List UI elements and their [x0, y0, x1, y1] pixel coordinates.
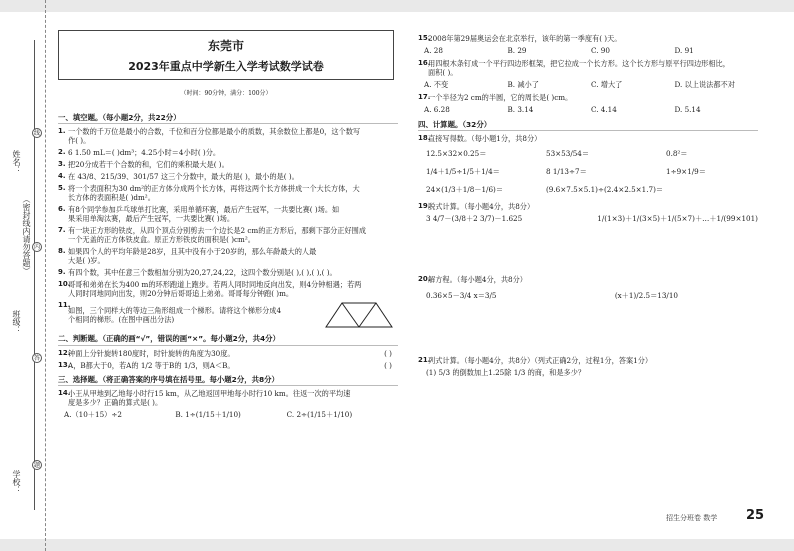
- q-number: 11.: [58, 301, 71, 310]
- option[interactable]: A. 不变: [424, 80, 449, 89]
- calc-item: 0.8²＝: [666, 149, 688, 159]
- q21-part-1: (1) 5/3 的倒数加上1.25除 1/3 的商，和是多少？: [426, 368, 586, 378]
- option[interactable]: D. 5.14: [674, 105, 701, 114]
- q-number: 14.: [58, 388, 71, 397]
- q-number: 17.: [418, 93, 431, 101]
- q-number: 20.: [418, 275, 431, 284]
- seal-note: （密封线内请勿答题）: [22, 195, 31, 275]
- calc-item: (9.6×7.5×5.1)÷(2.4×2.5×1.7)＝: [546, 185, 664, 195]
- option[interactable]: C. 90: [591, 46, 610, 55]
- section-true-false: 二、判断题。（正确的画“√”，错误的画“×”。每小题2分，共4分）: [58, 332, 398, 345]
- triangle-edge: [342, 303, 359, 327]
- question-1: 1. 一个数的千万位是最小的合数，千位和百分位都是最小的质数，其余数位上都是0，这个数写 作( )。: [58, 127, 361, 146]
- question-21: 21. 列式计算。（每小题4分，共8分）（列式正确2分，过程1分，答案1分）: [418, 356, 653, 366]
- q-number: 21.: [418, 356, 431, 365]
- question-18: 18. 直接写得数。（每小题1分，共8分）: [418, 134, 542, 144]
- question-7: 7. 有一块正方形的铁皮，从四个顶点分别剪去一个边长是2 cm的正方形后，那剩下部分正好围成 一个无盖的正方体铁皮盒。原正方形铁皮的面积是( )cm²。: [58, 226, 367, 245]
- section-calculation: 四、计算题。（32分）: [418, 118, 758, 131]
- seal-mark: 题: [33, 462, 40, 469]
- question-6: 6. 有8个同学参加乒乓球单打比赛，采用单循环赛，最后产生冠军，一共要比赛( )场。如 果采用单淘汰赛，最后产生冠军，一共要比赛( )场。: [58, 205, 340, 224]
- footer-label: 招生分班卷 数学: [666, 514, 718, 522]
- question-16: 16. 用四根木条钉成一个平行四边形框架，把它拉成一个长方形。这个长方形与原平行四边形相比， 面积( )。: [418, 59, 730, 77]
- equation: 0.36×5－3/4 x＝3/5: [426, 291, 497, 301]
- question-8: 8. 如果四个人的平均年龄是28岁，且其中没有小于20岁的，那么年龄最大的人最 大是( )岁。: [58, 247, 317, 266]
- exam-meta: （时间：90分钟，满分：100分）: [180, 90, 272, 97]
- name-label: 姓名：: [12, 150, 21, 174]
- calc-item: 8 1/13÷7＝: [546, 167, 587, 177]
- option[interactable]: A.（10＋15）÷2: [64, 409, 122, 419]
- option[interactable]: B. 1÷(1/15＋1/10): [175, 409, 241, 419]
- question-20: 20. 解方程。（每小题4分，共8分）: [418, 275, 527, 285]
- q-number: 7.: [58, 226, 66, 235]
- right-column: [418, 34, 758, 377]
- q-number: 6.: [58, 205, 66, 214]
- option[interactable]: A. 28: [424, 46, 443, 55]
- option[interactable]: D. 以上说法都不对: [674, 80, 735, 89]
- question-3: 3. 把20分成若干个合数的和，它们的乘积最大是( )。: [58, 160, 229, 170]
- question-10: 10. 哥哥和弟弟在长为400 m的环形跑道上跑步。若两人同时同地反向出发，则4分钟相遇；若两 人同时同地同向出发，则20分钟后哥哥追上弟弟。哥哥每分钟跑( )m。: [58, 280, 362, 299]
- question-17: 17. 一个半径为2 cm的半圆，它的周长是( )cm。: [418, 93, 573, 102]
- city-title: 东莞市: [207, 39, 244, 53]
- q-number: 16.: [418, 59, 431, 67]
- class-label: 班级：: [12, 310, 21, 334]
- q-number: 9.: [58, 268, 66, 277]
- question-2: 2. 6 1.50 mL＝( )dm³；4.25小时＝4小时( )分。: [58, 148, 221, 158]
- q14-options: [58, 410, 398, 419]
- q19-expressions: [418, 214, 758, 223]
- equation: (x＋1)/2.5＝13/10: [614, 291, 678, 301]
- calc-item: 53×53/54＝: [546, 149, 590, 159]
- q15-options: [418, 46, 758, 55]
- seal-mark: 答: [33, 355, 40, 362]
- question-14: 14. 小王从甲地到乙地每小时行15 km，从乙地返回甲地每小时行10 km。往返一次的平均速 度是多少？正确的算式是( )。: [58, 388, 351, 407]
- question-5: 5. 将一个表面积为30 dm²的正方体分成两个长方体，再将这两个长方体拼成一个大长方体，大 长方体的表面积是( )dm²。: [58, 184, 360, 203]
- bottom-wave-border: [0, 539, 794, 551]
- option[interactable]: A. 6.28: [424, 105, 450, 114]
- section-fill-blank: 一、填空题。（每小题2分，共22分）: [58, 111, 398, 124]
- trapezoid-outline: [326, 303, 392, 327]
- q16-options: [418, 80, 758, 89]
- binding-strip: [0, 0, 46, 551]
- q-number: 2.: [58, 148, 66, 157]
- option[interactable]: D. 91: [674, 46, 694, 55]
- question-11: 11. 如图，三个同样大的等边三角形组成一个梯形。请将这个梯形分成4 个相同的梯形。(在图中画出分法): [58, 301, 398, 329]
- q-number: 18.: [418, 134, 431, 143]
- seal-mark: 线: [33, 130, 40, 137]
- exam-header-box: [58, 30, 394, 80]
- q-number: 3.: [58, 160, 66, 169]
- q-number: 4.: [58, 172, 66, 181]
- trapezoid-figure: [324, 301, 394, 329]
- school-label: 学校：: [12, 470, 21, 494]
- option[interactable]: B. 3.14: [507, 105, 534, 114]
- question-12: 12. ( ) 钟面上分针旋转180度时，时针旋转的角度为30度。: [58, 348, 392, 358]
- calc-item: 1/4＋1/5÷1/5＋1/4＝: [426, 167, 500, 177]
- calc-item: 1÷9×1/9＝: [666, 167, 706, 177]
- q17-options: [418, 105, 758, 114]
- q-number: 15.: [418, 34, 431, 42]
- seal-mark: 内: [33, 244, 40, 251]
- left-column: [58, 110, 398, 423]
- option[interactable]: C. 2÷(1/15＋1/10): [286, 409, 353, 419]
- option[interactable]: B. 29: [507, 46, 527, 55]
- option[interactable]: C. 增大了: [591, 80, 623, 89]
- answer-paren[interactable]: ( ): [384, 360, 392, 370]
- answer-paren[interactable]: ( ): [384, 348, 392, 358]
- work-space[interactable]: [418, 223, 758, 275]
- q-number: 19.: [418, 202, 431, 211]
- section-multiple-choice: 三、选择题。（将正确答案的序号填在括号里。每小题2分，共8分）: [58, 373, 398, 386]
- calc-item: 24×(1/3＋1/8－1/6)＝: [426, 185, 504, 195]
- q-number: 13.: [58, 360, 71, 369]
- question-15: 15. 2008年第29届奥运会在北京举行，该年的第一季度有( )天。: [418, 34, 622, 43]
- question-13: 13. ( ) A，B都大于0，若A的 1/2 等于B的 1/3，则A＜B。: [58, 360, 392, 370]
- q-number: 10.: [58, 280, 71, 289]
- option[interactable]: C. 4.14: [591, 105, 617, 114]
- calc-item: 12.5×32×0.25＝: [426, 149, 487, 159]
- triangle-edge: [359, 303, 376, 327]
- option[interactable]: B. 减小了: [507, 80, 539, 89]
- work-space[interactable]: [418, 300, 758, 356]
- q20-equations: [418, 287, 758, 300]
- expression: 1/(1×3)＋1/(3×5)＋1/(5×7)＋…＋1/(99×101): [597, 214, 758, 224]
- page-number: 25: [746, 508, 765, 523]
- q-number: 5.: [58, 184, 66, 193]
- expression: 3 4/7－(3/8＋2 3/7)－1.625: [426, 214, 523, 224]
- q-number: 8.: [58, 247, 66, 256]
- seal-line: [34, 40, 35, 510]
- question-19: 19. 脱式计算。（每小题4分，共8分）: [418, 202, 535, 212]
- question-4: 4. 在 43/8、215/39、301/57 这三个分数中，最大的是( )，最小的是( )。: [58, 172, 299, 182]
- q-number: 1.: [58, 127, 66, 136]
- q-number: 12.: [58, 348, 71, 357]
- top-wave-border: [0, 0, 794, 12]
- mental-math-grid: [418, 149, 758, 194]
- question-9: 9. 有四个数，其中任意三个数相加分别为20,27,24,22，这四个数分别是( ),( ),( ),( )。: [58, 268, 337, 278]
- exam-title: 2023年重点中学新生入学考试数学试卷: [128, 60, 324, 73]
